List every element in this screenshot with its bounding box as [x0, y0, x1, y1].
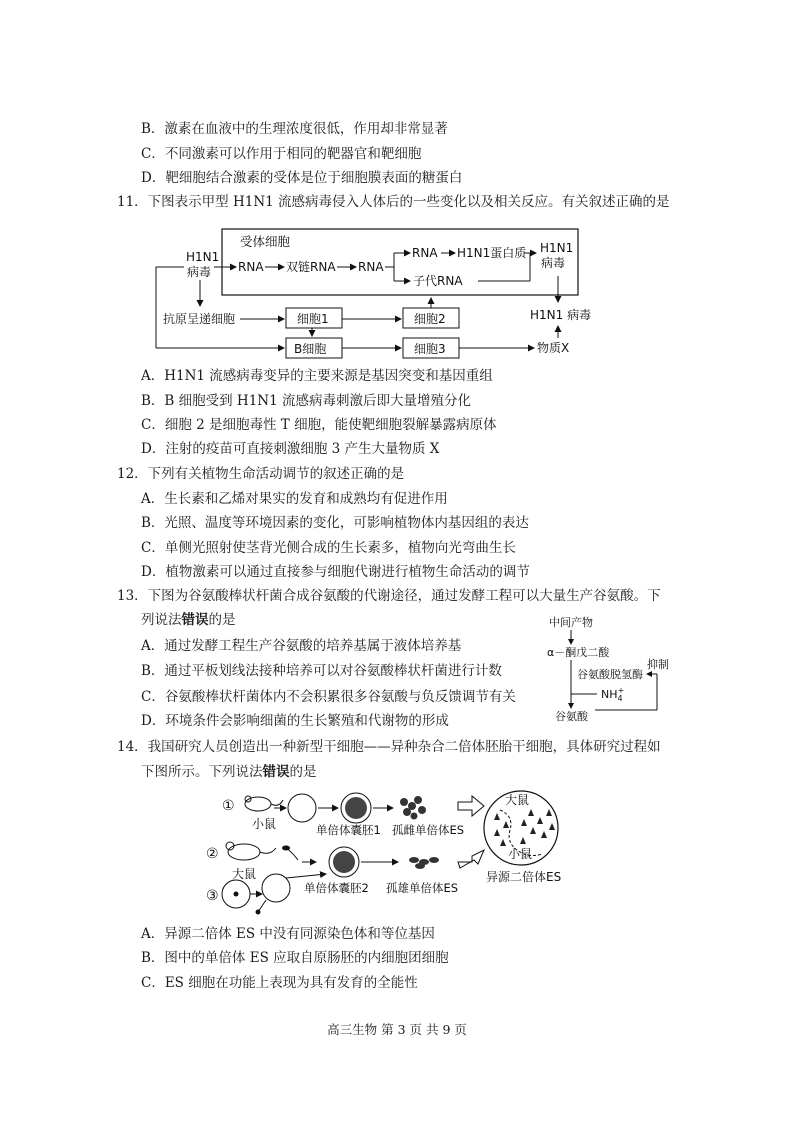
- egg-cell-3: [262, 874, 290, 902]
- cell1-label: 细胞1: [297, 312, 329, 326]
- apc-label: 抗原呈递细胞: [163, 312, 236, 326]
- receptor-cell-label: 受体细胞: [240, 234, 291, 249]
- circle-rat-label: 大鼠: [505, 793, 530, 807]
- q12-option-a: A．生长素和乙烯对果实的发育和成熟均有促进作用: [141, 491, 448, 507]
- pathway-nh4: $NH_4+$: [601, 686, 625, 703]
- circle-mouse-label: 小鼠: [508, 847, 533, 861]
- h1n1-virus-right-2: 病毒: [541, 256, 566, 270]
- rna-2: RNA: [358, 260, 384, 274]
- b-cell-label: B细胞: [294, 342, 327, 356]
- cell2-label: 细胞2: [414, 312, 446, 326]
- egg-cell-1: [288, 794, 316, 822]
- q13-option-c: C．谷氨酸棒状杆菌体内不会积累很多谷氨酸与负反馈调节有关: [141, 689, 516, 705]
- q11-option-b: B．B 细胞受到 H1N1 流感病毒刺激后即大量增殖分化: [141, 393, 471, 409]
- q11-option-d: D．注射的疫苗可直接刺激细胞 3 产生大量物质 X: [141, 441, 440, 457]
- es-male-label: 孤雄单倍体ES: [386, 881, 459, 895]
- q14-option-a: A．异源二倍体 ES 中没有同源染色体和等位基因: [141, 926, 435, 942]
- q14-stem-cell-diagram: [0, 788, 794, 918]
- pathway-inhibit: 抑制: [647, 658, 669, 671]
- rna-3: RNA: [412, 246, 438, 260]
- step-1-marker: ①: [222, 798, 235, 814]
- h1n1-virus-bottom: H1N1 病毒: [530, 308, 592, 322]
- mouse-icon: [245, 796, 283, 811]
- q14-option-c: C．ES 细胞在功能上表现为具有发育的全能性: [141, 975, 418, 991]
- q11-option-c: C．细胞 2 是细胞毒性 T 细胞，能使靶细胞裂解暴露病原体: [141, 417, 497, 433]
- h1n1-protein: H1N1蛋白质: [457, 246, 527, 260]
- es-cluster-1: [400, 796, 426, 820]
- es-female-label: 孤雌单倍体ES: [392, 823, 465, 837]
- q14-stem-line2: 下图所示。下列说法错误的是: [141, 764, 317, 780]
- q13-option-d: D．环境条件会影响细菌的生长繁殖和代谢物的形成: [141, 713, 449, 729]
- h1n1-virus-left-2: 病毒: [187, 265, 212, 279]
- step-3-marker: ③: [206, 888, 219, 904]
- rna-1: RNA: [238, 260, 264, 274]
- q13-option-b: B．通过平板划线法接种培养可以对谷氨酸棒状杆菌进行计数: [141, 663, 502, 679]
- pathway-akg: α－酮戊二酸: [547, 646, 610, 659]
- page-footer: 高三生物 第 3 页 共 9 页: [327, 1022, 467, 1037]
- q12-option-c: C．单侧光照射使茎背光侧合成的生长素多，植物向光弯曲生长: [141, 540, 516, 556]
- cell3-label: 细胞3: [414, 342, 446, 356]
- q10-option-c: C．不同激素可以作用于相同的靶器官和靶细胞: [141, 146, 422, 162]
- q10-option-b: B．激素在血液中的生理浓度很低，作用却非常显著: [141, 121, 448, 137]
- step-2-marker: ②: [206, 846, 219, 862]
- q13-pathway-diagram: [525, 612, 675, 722]
- pathway-enzyme: 谷氨酸脱氢酶: [577, 668, 643, 681]
- blastocyst-2-label: 单倍体囊胚2: [304, 881, 369, 895]
- h1n1-virus-left-1: H1N1: [186, 250, 220, 264]
- mouse-label: 小鼠: [252, 817, 277, 831]
- progeny-rna: 子代RNA: [413, 274, 463, 288]
- es-cluster-2: [409, 857, 439, 869]
- pathway-intermediate: 中间产物: [549, 616, 593, 629]
- q10-option-d: D．靶细胞结合激素的受体是位于细胞膜表面的糖蛋白: [141, 170, 463, 186]
- rat-icon: [226, 842, 276, 860]
- ds-rna: 双链RNA: [286, 260, 336, 274]
- blastocyst-2: [329, 847, 359, 877]
- substance-x: 物质X: [537, 341, 570, 355]
- q14-stem-line1: 14．我国研究人员创造出一种新型干细胞——异种杂合二倍体胚胎干细胞，具体研究过程如: [117, 739, 661, 755]
- q11-option-a: A．H1N1 流感病毒变异的主要来源是基因突变和基因重组: [141, 368, 493, 384]
- q12-option-b: B．光照、温度等环境因素的变化，可影响植物体内基因组的表达: [141, 515, 529, 531]
- q13-stem-line2: 列说法错误的是: [141, 612, 236, 628]
- q13-stem-line1: 13．下图为谷氨酸棒状杆菌合成谷氨酸的代谢途径，通过发酵工程可以大量生产谷氨酸。下: [117, 588, 661, 604]
- chromosome-marks: [494, 809, 555, 846]
- h1n1-virus-right-1: H1N1: [540, 241, 574, 255]
- pathway-glutamate: 谷氨酸: [555, 710, 588, 722]
- blastocyst-1-label: 单倍体囊胚1: [316, 823, 381, 837]
- blastocyst-1: [341, 793, 371, 823]
- rat-label: 大鼠: [232, 867, 257, 881]
- q11-immune-diagram: [0, 226, 794, 376]
- q13-option-a: A．通过发酵工程生产谷氨酸的培养基属于液体培养基: [141, 638, 462, 654]
- q11-stem: 11．下图表示甲型 H1N1 流感病毒侵入人体后的一些变化以及相关反应。有关叙述正确的是: [117, 194, 670, 210]
- q12-option-d: D．植物激素可以通过直接参与细胞代谢进行植物生命活动的调节: [141, 564, 530, 580]
- q14-option-b: B．图中的单倍体 ES 应取自原肠胚的内细胞团细胞: [141, 950, 449, 966]
- hybrid-es-label: 异源二倍体ES: [486, 870, 562, 884]
- q12-stem: 12．下列有关植物生命活动调节的叙述正确的是: [117, 466, 405, 482]
